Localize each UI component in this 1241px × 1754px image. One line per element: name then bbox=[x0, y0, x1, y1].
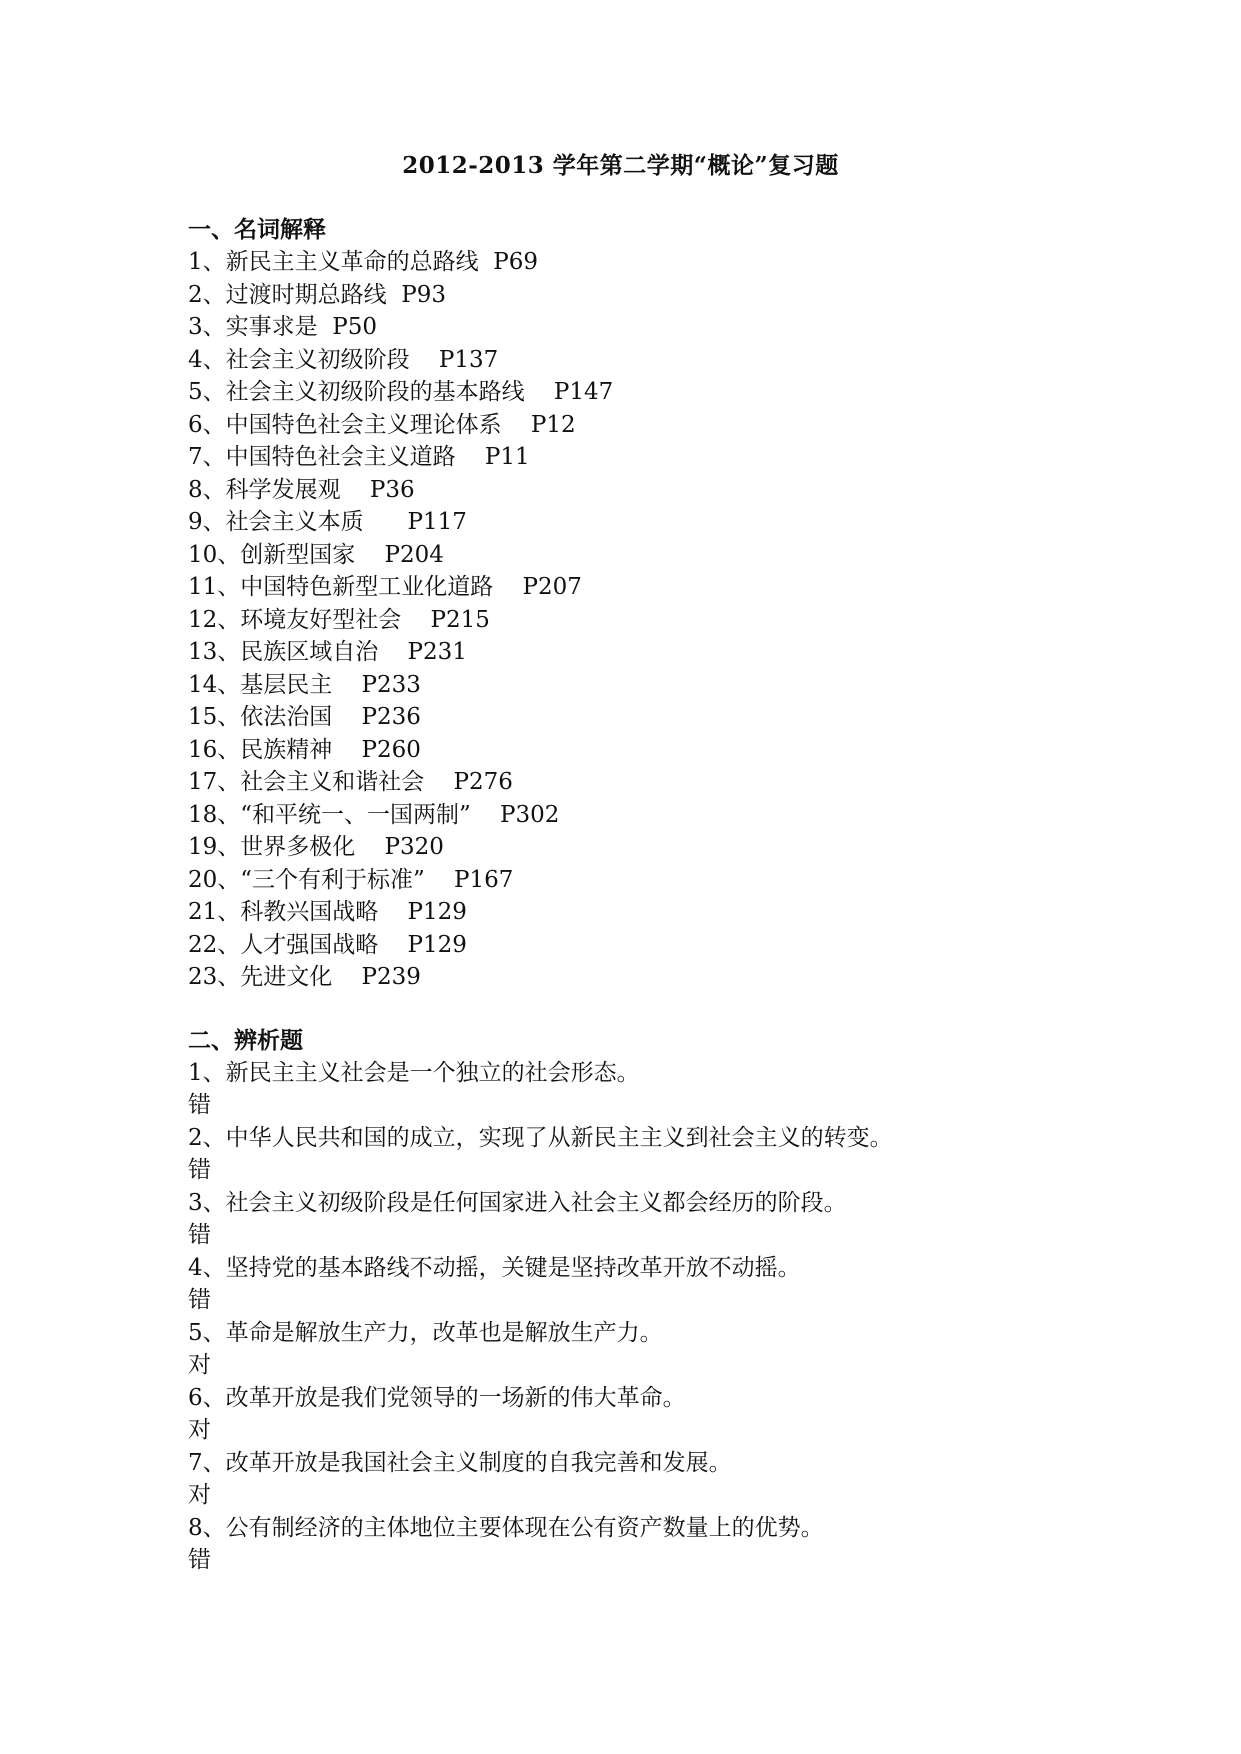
section-heading-terms: 一、名词解释 bbox=[188, 216, 326, 243]
analysis-question: 6、改革开放是我们党领导的一场新的伟大革命。 bbox=[188, 1384, 686, 1411]
term-item: 19、世界多极化 P320 bbox=[188, 834, 444, 860]
term-item: 22、人才强国战略 P129 bbox=[188, 931, 467, 958]
term-item: 12、环境友好型社会 P215 bbox=[188, 606, 490, 633]
analysis-answer: 对 bbox=[188, 1417, 211, 1443]
term-item: 14、基层民主 P233 bbox=[188, 671, 421, 698]
analysis-answer: 对 bbox=[188, 1482, 211, 1508]
term-item: 21、科教兴国战略 P129 bbox=[188, 899, 467, 925]
analysis-question: 7、改革开放是我国社会主义制度的自我完善和发展。 bbox=[188, 1449, 732, 1476]
analysis-question: 4、坚持党的基本路线不动摇，关键是坚持改革开放不动摇。 bbox=[188, 1254, 801, 1281]
term-item: 8、科学发展观 P36 bbox=[188, 476, 415, 503]
section-spacer bbox=[188, 994, 1178, 1025]
analysis-question: 2、中华人民共和国的成立，实现了从新民主主义到社会主义的转变。 bbox=[188, 1124, 893, 1151]
analysis-answer: 错 bbox=[188, 1287, 211, 1313]
section-heading-analysis: 二、辨析题 bbox=[188, 1026, 303, 1054]
analysis-list bbox=[188, 1057, 1178, 1577]
terms-list bbox=[188, 246, 1178, 994]
analysis-answer: 错 bbox=[188, 1222, 211, 1248]
term-item: 10、创新型国家 P204 bbox=[188, 541, 444, 568]
analysis-question: 3、社会主义初级阶段是任何国家进入社会主义都会经历的阶段。 bbox=[188, 1189, 847, 1216]
term-item: 23、先进文化 P239 bbox=[188, 964, 421, 990]
term-item: 3、实事求是 P50 bbox=[188, 314, 377, 340]
document-title: 2012-2013 学年第二学期“概论”复习题 bbox=[402, 152, 839, 179]
term-item: 9、社会主义本质 P117 bbox=[188, 509, 467, 535]
term-item: 5、社会主义初级阶段的基本路线 P147 bbox=[188, 379, 614, 405]
analysis-answer: 错 bbox=[188, 1092, 211, 1118]
term-item: 13、民族区域自治 P231 bbox=[188, 639, 467, 665]
analysis-question: 1、新民主主义社会是一个独立的社会形态。 bbox=[188, 1059, 640, 1086]
document-body bbox=[188, 214, 1178, 1577]
term-item: 20、“三个有利于标准” P167 bbox=[188, 866, 514, 893]
analysis-answer: 错 bbox=[188, 1547, 211, 1573]
analysis-answer: 对 bbox=[188, 1352, 211, 1378]
term-item: 4、社会主义初级阶段 P137 bbox=[188, 346, 499, 373]
term-item: 18、“和平统一、一国两制” P302 bbox=[188, 801, 560, 828]
term-item: 17、社会主义和谐社会 P276 bbox=[188, 769, 513, 795]
analysis-answer: 错 bbox=[188, 1157, 211, 1183]
term-item: 7、中国特色社会主义道路 P11 bbox=[188, 444, 530, 470]
analysis-question: 8、公有制经济的主体地位主要体现在公有资产数量上的优势。 bbox=[188, 1514, 824, 1541]
term-item: 16、民族精神 P260 bbox=[188, 736, 421, 763]
term-item: 11、中国特色新型工业化道路 P207 bbox=[188, 574, 582, 600]
analysis-question: 5、革命是解放生产力，改革也是解放生产力。 bbox=[188, 1319, 663, 1346]
term-item: 15、依法治国 P236 bbox=[188, 704, 421, 730]
term-item: 1、新民主主义革命的总路线 P69 bbox=[188, 249, 538, 275]
term-item: 2、过渡时期总路线 P93 bbox=[188, 281, 446, 308]
term-item: 6、中国特色社会主义理论体系 P12 bbox=[188, 411, 576, 438]
